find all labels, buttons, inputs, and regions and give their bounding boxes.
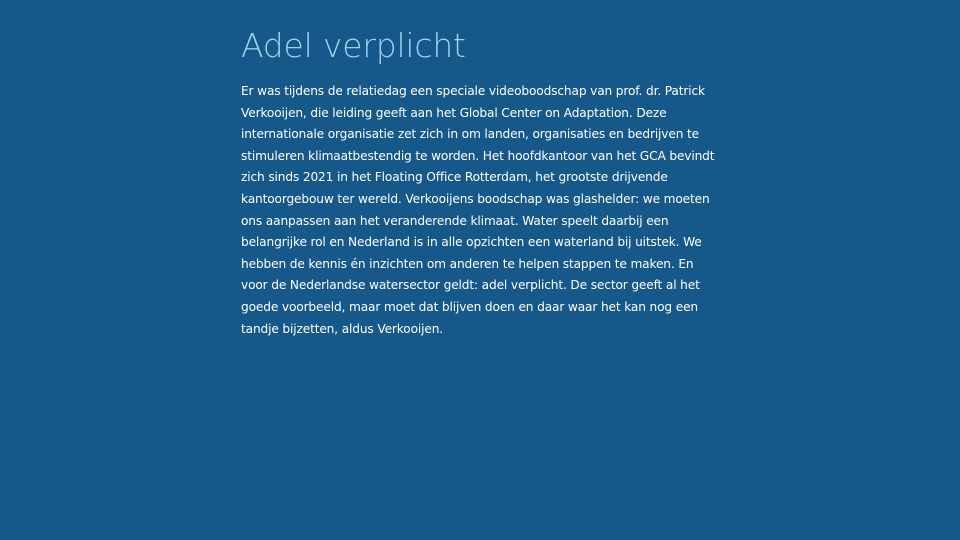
article	[241, 24, 721, 340]
page-title: Adel verplicht	[241, 26, 466, 65]
article-body: Er was tijdens de relatiedag een speciale videoboodschap van prof. dr. Patrick Verkooijen, die leiding geeft aan het Global Center on Adaptation. Deze internationale organisatie zet zich in om landen, organisaties en bedrijven te stimuleren klimaatbestendig te worden. Het hoofdkantoor van het GCA bevindt zich sinds 2021 in het Floating Office Rotterdam, het grootste drijvende kantoorgebouw ter wereld. Verkooijens boodschap was glashelder: we moeten ons aanpassen aan het veranderende klimaat. Water speelt daarbij een belangrijke rol en Nederland is in alle opzichten een waterland bij uitstek. We hebben de kennis én inzichten om anderen te helpen stappen te maken. En voor de Nederlandse watersector geldt: adel verplicht. De sector geeft al het goede voorbeeld, maar moet dat blijven doen en daar waar het kan nog een tandje bijzetten, aldus Verkooijen.	[241, 84, 715, 336]
